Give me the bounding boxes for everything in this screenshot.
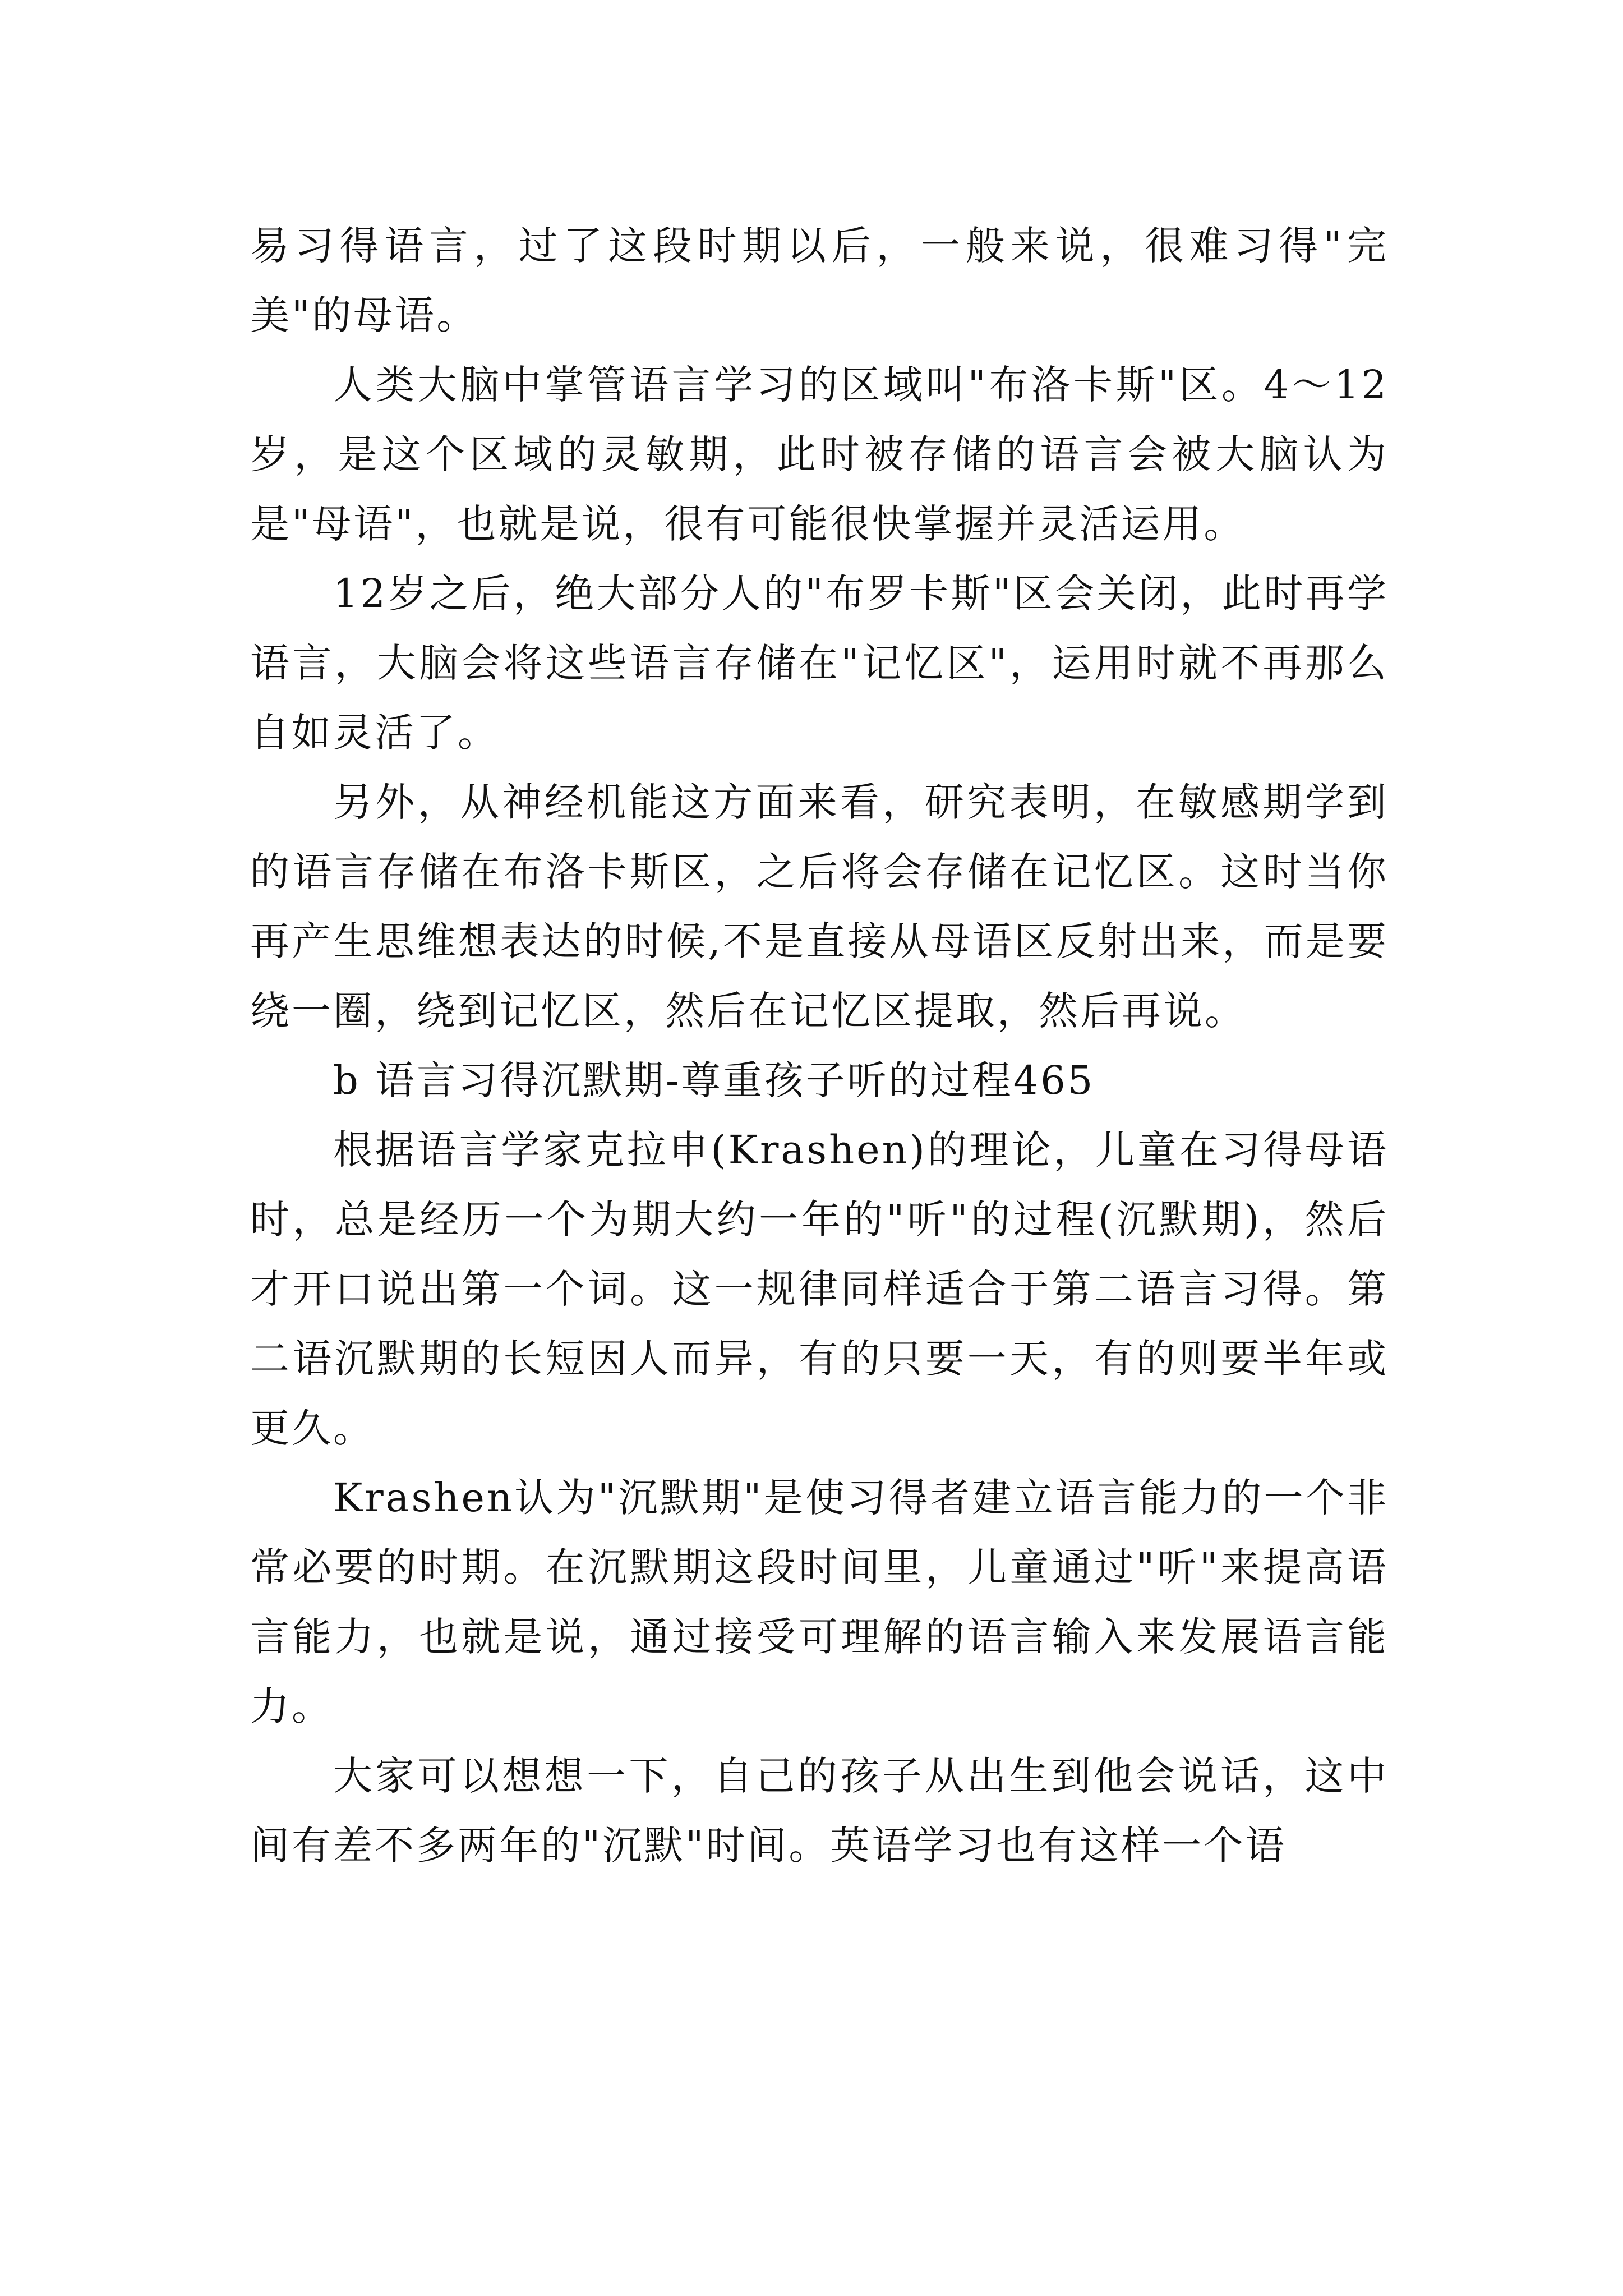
paragraph: 根据语言学家克拉申(Krashen)的理论，儿童在习得母语时，总是经历一个为期大约一年的"听"的过程(沉默期)，然后才开口说出第一个词。这一规律同样适合于第二语言习得。第二语沉默期的长短因人而异，有的只要一天，有的则要半年或更久。 bbox=[250, 1127, 1389, 1451]
paragraph: 易习得语言，过了这段时期以后，一般来说，很难习得"完美"的母语。 bbox=[250, 223, 1389, 338]
paragraph: 12岁之后，绝大部分人的"布罗卡斯"区会关闭，此时再学语言，大脑会将这些语言存储在"记忆区"，运用时就不再那么自如灵活了。 bbox=[250, 570, 1389, 756]
paragraph: 另外，从神经机能这方面来看，研究表明，在敏感期学到的语言存储在布洛卡斯区，之后将会存储在记忆区。这时当你再产生思维想表达的时候,不是直接从母语区反射出来，而是要绕一圈，绕到记忆区，然后在记忆区提取，然后再说。 bbox=[250, 779, 1389, 1034]
section-heading: b 语言习得沉默期-尊重孩子听的过程465 bbox=[333, 1057, 1095, 1103]
paragraph: 大家可以想想一下，自己的孩子从出生到他会说话，这中间有差不多两年的"沉默"时间。英语学习也有这样一个语 bbox=[250, 1753, 1389, 1869]
body-text bbox=[250, 211, 1389, 1880]
paragraph: 人类大脑中掌管语言学习的区域叫"布洛卡斯"区。4～12岁，是这个区域的灵敏期，此时被存储的语言会被大脑认为是"母语"，也就是说，很有可能很快掌握并灵活运用。 bbox=[250, 362, 1389, 547]
paragraph: Krashen认为"沉默期"是使习得者建立语言能力的一个非常必要的时期。在沉默期这段时间里，儿童通过"听"来提高语言能力，也就是说，通过接受可理解的语言输入来发展语言能力。 bbox=[250, 1475, 1389, 1729]
